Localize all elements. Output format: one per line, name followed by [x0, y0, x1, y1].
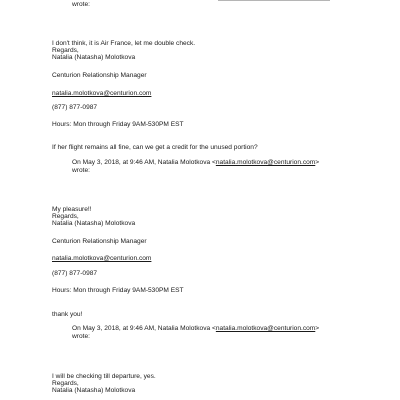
quote1-email-link[interactable]: natalia.molotkova@centurion.com	[215, 159, 316, 166]
reply2-phone: (877) 877-0987	[52, 270, 98, 277]
reply3-body: I will be checking till departure, yes.	[52, 373, 156, 380]
reply2-hours: Hours: Mon through Friday 9AM-530PM EST	[52, 287, 184, 294]
quote1-header	[72, 159, 319, 167]
quoted-header-divider	[218, 0, 330, 1]
top-wrote-text: wrote:	[72, 1, 90, 8]
reply1-hours: Hours: Mon through Friday 9AM-530PM EST	[52, 121, 184, 128]
quote2-prefix: On May 3, 2018, at 9:46 AM, Natalia Molotkova <	[72, 325, 216, 332]
reply2-signature-name: Natalia (Natasha) Molotkova	[52, 220, 136, 227]
reply3-signature-name: Natalia (Natasha) Molotkova	[52, 387, 136, 394]
reply1-email-link[interactable]: natalia.molotkova@centurion.com	[52, 90, 152, 97]
quote1-prefix: On May 3, 2018, at 9:46 AM, Natalia Molotkova <	[72, 159, 216, 166]
thanks-text: thank you!	[52, 311, 83, 318]
reply1-signature-name: Natalia (Natasha) Molotkova	[52, 54, 136, 61]
quote1-wrote: wrote:	[72, 167, 90, 174]
quote2-email-link[interactable]: natalia.molotkova@centurion.com	[215, 325, 316, 332]
reply1-body: I don't think, it is Air France, let me double check.	[52, 40, 196, 47]
quote1-suffix: >	[315, 159, 320, 166]
quote2-header	[72, 325, 319, 333]
reply1-phone: (877) 877-0987	[52, 104, 98, 111]
reply2-body: My pleasure!!	[52, 206, 92, 213]
reply1-regards: Regards,	[52, 47, 79, 54]
quote2-suffix: >	[315, 325, 320, 332]
reply3-regards: Regards,	[52, 380, 79, 387]
quote2-wrote: wrote:	[72, 333, 90, 340]
reply2-regards: Regards,	[52, 213, 79, 220]
reply2-signature-title: Centurion Relationship Manager	[52, 238, 147, 245]
reply1-signature-title: Centurion Relationship Manager	[52, 72, 147, 79]
question-text: If her flight remains all fine, can we get a credit for the unused portion?	[52, 144, 258, 151]
reply2-email-link[interactable]: natalia.molotkova@centurion.com	[52, 255, 152, 262]
